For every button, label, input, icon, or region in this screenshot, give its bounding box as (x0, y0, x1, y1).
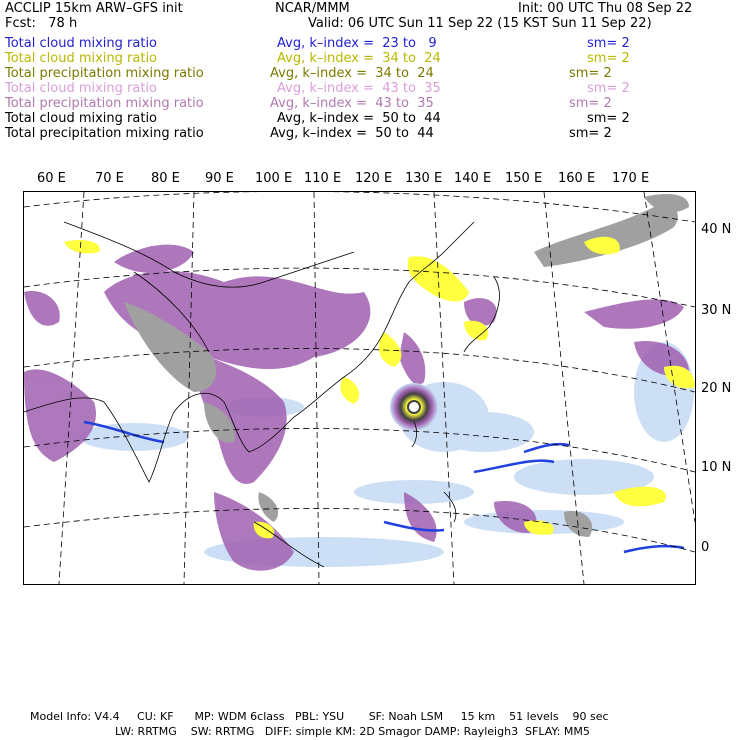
lat-label: 40 N (701, 222, 732, 237)
field-sm: sm= 2 (587, 111, 630, 126)
lon-label: 120 E (355, 171, 393, 186)
field-avg: Avg, k–index = 43 to 35 (270, 96, 434, 111)
field-avg: Avg, k–index = 23 to 9 (277, 36, 437, 51)
field-sm: sm= 2 (587, 51, 630, 66)
init-time: Init: 00 UTC Thu 08 Sep 22 (518, 1, 693, 16)
field-sm: sm= 2 (569, 126, 612, 141)
field-name: Total cloud mixing ratio (5, 81, 158, 96)
valid-time: Valid: 06 UTC Sun 11 Sep 22 (15 KST Sun 11 Sep 22) (308, 16, 652, 31)
lat-label: 30 N (701, 303, 732, 318)
lon-label: 140 E (454, 171, 492, 186)
field-name: Total cloud mixing ratio (5, 36, 158, 51)
map-panel (23, 191, 696, 585)
field-sm: sm= 2 (587, 81, 630, 96)
field-sm: sm= 2 (569, 96, 612, 111)
field-avg: Avg, k–index = 34 to 24 (277, 51, 441, 66)
field-avg: Avg, k–index = 34 to 24 (270, 66, 434, 81)
lat-label: 0 (701, 540, 710, 555)
field-avg: Avg, k–index = 50 to 44 (277, 111, 441, 126)
cloud-shading-lightblue (79, 342, 694, 567)
lon-label: 110 E (304, 171, 342, 186)
lon-label: 130 E (405, 171, 443, 186)
field-name: Total precipitation mixing ratio (5, 96, 204, 111)
field-avg: Avg, k–index = 50 to 44 (270, 126, 434, 141)
lon-label: 90 E (205, 171, 234, 186)
lon-label: 70 E (95, 171, 124, 186)
lon-label: 100 E (255, 171, 293, 186)
field-sm: sm= 2 (569, 66, 612, 81)
header (5, 0, 740, 150)
typhoon-marker (390, 383, 438, 431)
field-name: Total cloud mixing ratio (5, 51, 158, 66)
lon-label: 150 E (505, 171, 543, 186)
footer-model-info: Model Info: V4.4 CU: KF MP: WDM 6class PBL: YSU SF: Noah LSM 15 km 51 levels 90 sec (30, 710, 609, 723)
lon-label: 160 E (558, 171, 596, 186)
model-title: ACCLIP 15km ARW–GFS init (5, 1, 183, 16)
org-label: NCAR/MMM (275, 1, 350, 16)
field-avg: Avg, k–index = 43 to 35 (277, 81, 441, 96)
lon-label: 60 E (37, 171, 66, 186)
forecast-hour: Fcst: 78 h (5, 16, 78, 31)
field-name: Total precipitation mixing ratio (5, 66, 204, 81)
footer-physics-info: LW: RRTMG SW: RRTMG DIFF: simple KM: 2D Smagor DAMP: Rayleigh3 SFLAY: MM5 (115, 725, 590, 738)
map-canvas (24, 192, 695, 584)
lon-label: 80 E (151, 171, 180, 186)
lon-label: 170 E (612, 171, 650, 186)
lat-label: 20 N (701, 381, 732, 396)
lat-label: 10 N (701, 460, 732, 475)
field-name: Total cloud mixing ratio (5, 111, 158, 126)
field-name: Total precipitation mixing ratio (5, 126, 204, 141)
field-sm: sm= 2 (587, 36, 630, 51)
